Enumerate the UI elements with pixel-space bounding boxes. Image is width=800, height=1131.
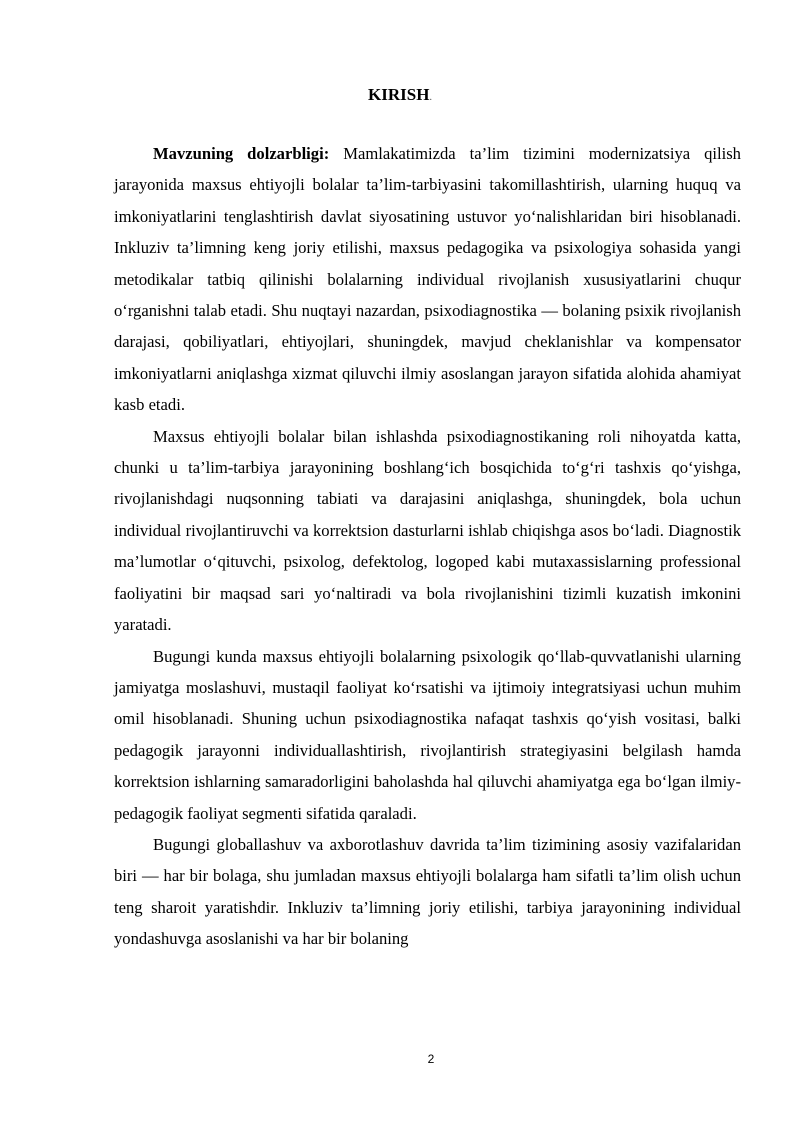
paragraph: Bugungi globallashuv va axborotlashuv davrida ta’lim tizimining asosiy vazifalaridan biri — har bir bolaga, shu jumladan maxsus ehtiyojli bolalarga ham sifatli ta’lim olish uchun teng sharoit yaratishdir. Inkluziv ta’limning joriy etilishi, tarbiya jarayonining individual yondashuvga asoslanishi va har bir bolaning [114, 834, 741, 949]
section-title [0, 84, 800, 109]
section-title-text: KIRISH [368, 85, 430, 104]
body-text [114, 138, 741, 955]
section-title-suffix: . [429, 92, 432, 103]
paragraph: Maxsus ehtiyojli bolalar bilan ishlashda psixodiagnostikaning roli nihoyatda katta, chunki u ta’lim-tarbiya jarayonining boshlang‘ich bosqichida to‘g‘ri tashxis qo‘yishga, rivojlanishdagi nuqsonning tabiati va darajasini aniqlashga, shuningdek, bola uchun individual rivojlantiruvchi va korrektsion dasturlarni ishlab chiqishga asos bo‘ladi. Diagnostik ma’lumotlar o‘qituvchi, psixolog, defektolog, logoped kabi mutaxassislarning professional faoliyatini bir maqsad sari yo‘naltiradi va bola rivojlanishini tizimli kuzatish imkonini yaratadi. [114, 426, 741, 635]
paragraph: Bugungi kunda maxsus ehtiyojli bolalarning psixologik qo‘llab-quvvatlanishi ularning jamiyatga moslashuvi, mustaqil faoliyat ko‘rsatishi va ijtimoiy integratsiyasi uchun muhim omil hisoblanadi. Shuning uchun psixodiagnostika nafaqat tashxis qo‘yish vositasi, balki pedagogik jarayonni individuallashtirish, rivojlantirish strategiyasini belgilash hamda korrektsion ishlarning samaradorligini baholashda hal qiluvchi ahamiyatga ega bo‘lgan ilmiy-pedagogik faoliyat segmenti sifatida qaraladi. [114, 646, 741, 823]
paragraph-text: Mamlakatimizda ta’lim tizimini modernizatsiya qilish jarayonida maxsus ehtiyojli bolalar ta’lim-tarbiyasini takomillashtirish, ularning huquq va imkoniyatlarini tenglashtirish davlat siyosatining ustuvor yo‘nalishlaridan biri hisoblanadi. Inkluziv ta’limning keng joriy etilishi, maxsus pedagogika va psixologiya sohasida yangi metodikalar tatbiq qilinishi bolalarning individual rivojlanish xususiyatlarini chuqur o‘rganishni talab etadi. Shu nuqtayi nazardan, psixodiagnostika — bolaning psixik rivojlanish darajasi, qobiliyatlari, ehtiyojlari, shuningdek, mavjud cheklanishlar va kompensator imkoniyatlarni aniqlashga xizmat qiluvchi ilmiy asoslangan jarayon sifatida alohida ahamiyat kasb etadi. [114, 144, 741, 415]
page-number: 2 [427, 1052, 435, 1066]
paragraph-relevance [114, 138, 741, 421]
paragraph-lead: Mavzuning dolzarbligi: [153, 144, 330, 163]
